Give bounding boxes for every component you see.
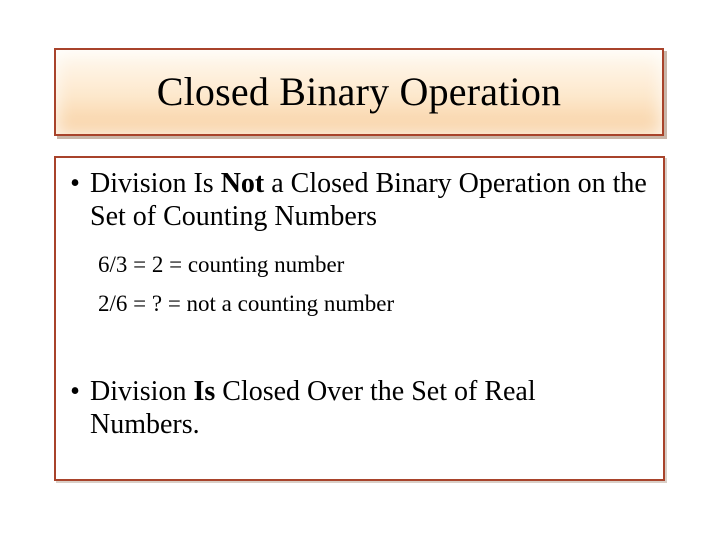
bullet-dot-icon: • (70, 168, 80, 199)
example-line: 6/3 = 2 = counting number (98, 252, 345, 277)
slide-title: Closed Binary Operation (156, 69, 562, 114)
emphasis-is: Is (193, 376, 216, 407)
bullet-division-not-closed (60, 167, 650, 233)
emphasis-not: Not (220, 168, 265, 199)
content-panel (54, 156, 665, 481)
example-line: 2/6 = ? = not a counting number (98, 291, 395, 316)
title-banner (54, 48, 664, 136)
bullet-text: Division Is Not a Closed Binary Operation on the Set of Counting Numbers (90, 168, 647, 232)
bullet-division-closed-reals (60, 375, 650, 441)
bullet-text: Division Is Closed Over the Set of Real Numbers. (90, 376, 536, 440)
bullet-dot-icon: • (70, 376, 80, 407)
